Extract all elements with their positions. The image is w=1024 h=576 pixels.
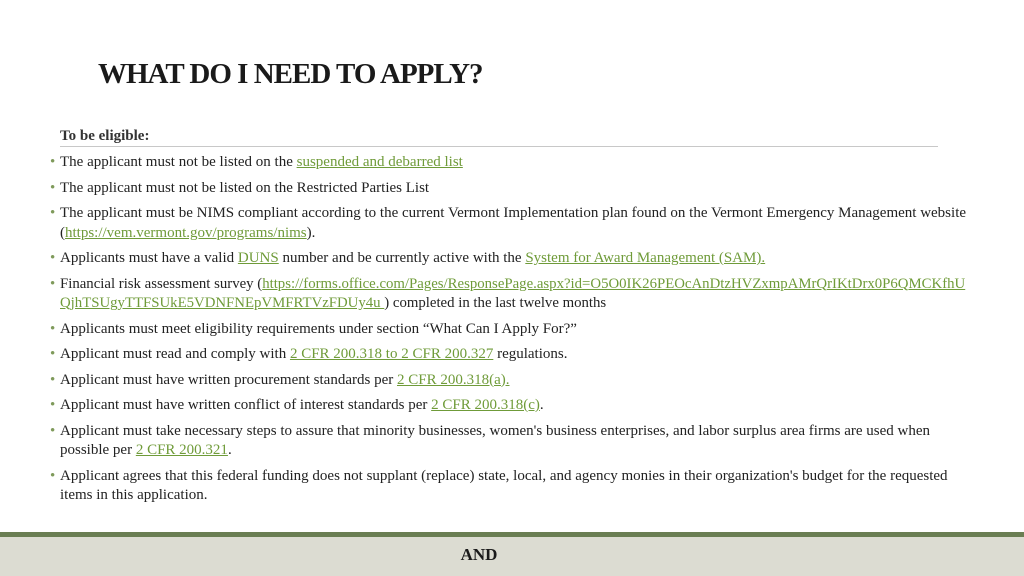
item-text: Applicant must have written conflict of interest standards per <box>60 397 432 413</box>
footer-divider <box>0 532 1024 537</box>
cfr-318c-link[interactable]: 2 CFR 200.318(c) <box>431 397 540 413</box>
item-text-tail: ) completed in the last twelve months <box>384 295 607 311</box>
risk-survey-link[interactable]: https://forms.office.com/Pages/ResponsePage.aspx?id=O5O0IK26PEOcAnDtzHVZxmpAMrQrIKtDrx0P6QMCKfhUQjhTSUgyTTFSUkE5VDNFNEpVMFRTVzFDUy4u <box>60 275 966 311</box>
cfr-321-link[interactable]: 2 CFR 200.321 <box>135 442 228 458</box>
list-item <box>50 422 972 461</box>
footer-text: AND <box>460 545 498 564</box>
list-item <box>50 345 972 365</box>
suspended-debarred-link[interactable]: suspended and debarred list <box>296 154 463 170</box>
item-text-tail: regulations. <box>493 346 568 362</box>
cfr-318-327-link[interactable]: 2 CFR 200.318 to 2 CFR 200.327 <box>289 346 494 362</box>
bullet-icon: • <box>50 179 56 196</box>
item-text: Financial risk assessment survey ( <box>60 275 263 292</box>
item-text: The applicant must be NIMS compliant according to the current Vermont Implementation plan found on the Vermont Emergency Management website ( <box>60 205 967 241</box>
list-item <box>50 204 972 243</box>
item-text-mid: number and be currently active with the <box>278 250 526 266</box>
list-item <box>50 249 972 269</box>
item-text: The applicant must not be listed on the Restricted Parties List <box>60 179 430 196</box>
bullet-icon: • <box>50 397 56 413</box>
list-item <box>50 396 972 416</box>
bullet-icon: • <box>50 154 56 170</box>
item-text: Applicant agrees that this federal funding does not supplant (replace) state, local, and agency monies in their organization's budget for the requested items in this application. <box>60 467 948 503</box>
bullet-icon: • <box>50 205 56 221</box>
bullet-icon: • <box>50 467 56 484</box>
list-item <box>50 371 972 391</box>
item-text-tail: ). <box>306 224 316 241</box>
list-item <box>50 153 972 173</box>
item-text-tail: . <box>539 397 544 413</box>
item-text: Applicants must have a valid <box>60 250 238 266</box>
sam-link[interactable]: System for Award Management (SAM). <box>525 250 766 266</box>
bullet-icon: • <box>50 320 56 337</box>
list-item <box>50 179 972 199</box>
item-text: Applicant must take necessary steps to assure that minority businesses, women's business enterprises, and labor surplus area firms are used when possible per <box>60 422 930 458</box>
list-item <box>50 320 972 340</box>
slide-title: WHAT DO I NEED TO APPLY? <box>98 58 483 90</box>
eligibility-heading: To be eligible: <box>60 128 938 147</box>
bullet-icon: • <box>50 422 56 439</box>
bullet-icon: • <box>50 250 56 266</box>
item-text: Applicant must have written procurement standards per <box>60 371 397 388</box>
item-text: The applicant must not be listed on the <box>60 154 297 170</box>
duns-link[interactable]: DUNS <box>237 250 279 266</box>
item-text: Applicants must meet eligibility requirements under section “What Can I Apply For?” <box>60 320 577 337</box>
nims-link[interactable]: https://vem.vermont.gov/programs/nims <box>65 224 307 241</box>
requirements-list <box>50 153 972 512</box>
list-item <box>50 275 972 314</box>
bullet-icon: • <box>50 371 56 388</box>
list-item <box>50 467 972 506</box>
item-text: Applicant must read and comply with <box>60 346 290 362</box>
cfr-318a-link[interactable]: 2 CFR 200.318(a). <box>396 371 510 388</box>
bullet-icon: • <box>50 275 56 292</box>
bullet-icon: • <box>50 346 56 362</box>
item-text-tail: . <box>227 442 232 458</box>
